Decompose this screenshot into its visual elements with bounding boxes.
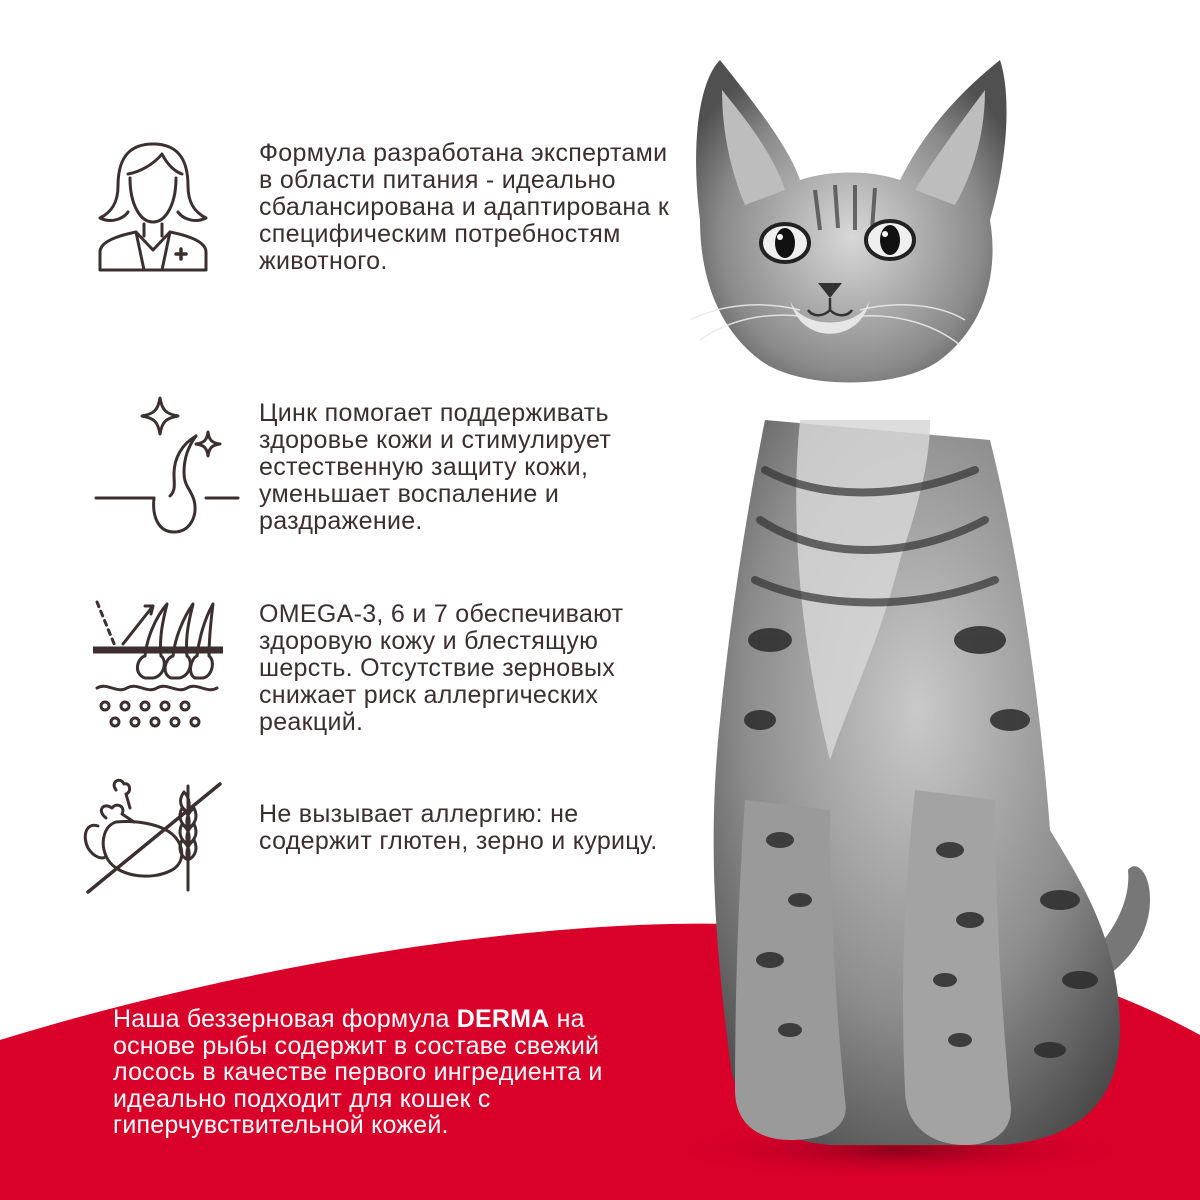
bottom-text-start: Наша беззерновая формула	[113, 1005, 457, 1033]
brand-derma: DERMA	[456, 1005, 550, 1033]
feature-text-nutrition: Формула разработана экспертами в области питания - идеально сбалансирована и адаптирована к специфическим потребностям животного.	[259, 139, 670, 275]
feature-text-allergy: Не вызывает аллергию: не содержит глютен, зерно и курицу.	[259, 800, 658, 855]
bottom-text-end: на основе рыбы содержит в составе свежий лосось в качестве первого ингредиента и идеально подходит для кошек с гиперчувствительной кожей.	[113, 1005, 603, 1139]
feature-text-zinc: Цинк помогает поддерживать здоровье кожи и стимулирует естественную защиту кожи, уменьшает воспаление и раздражение.	[259, 399, 612, 535]
bottom-description	[113, 1006, 673, 1139]
feature-text-omega: OMEGA-3, 6 и 7 обеспечивают здоровую кожу и блестящую шерсть. Отсутствие зерновых снижает риск аллергических реакций.	[259, 600, 624, 736]
